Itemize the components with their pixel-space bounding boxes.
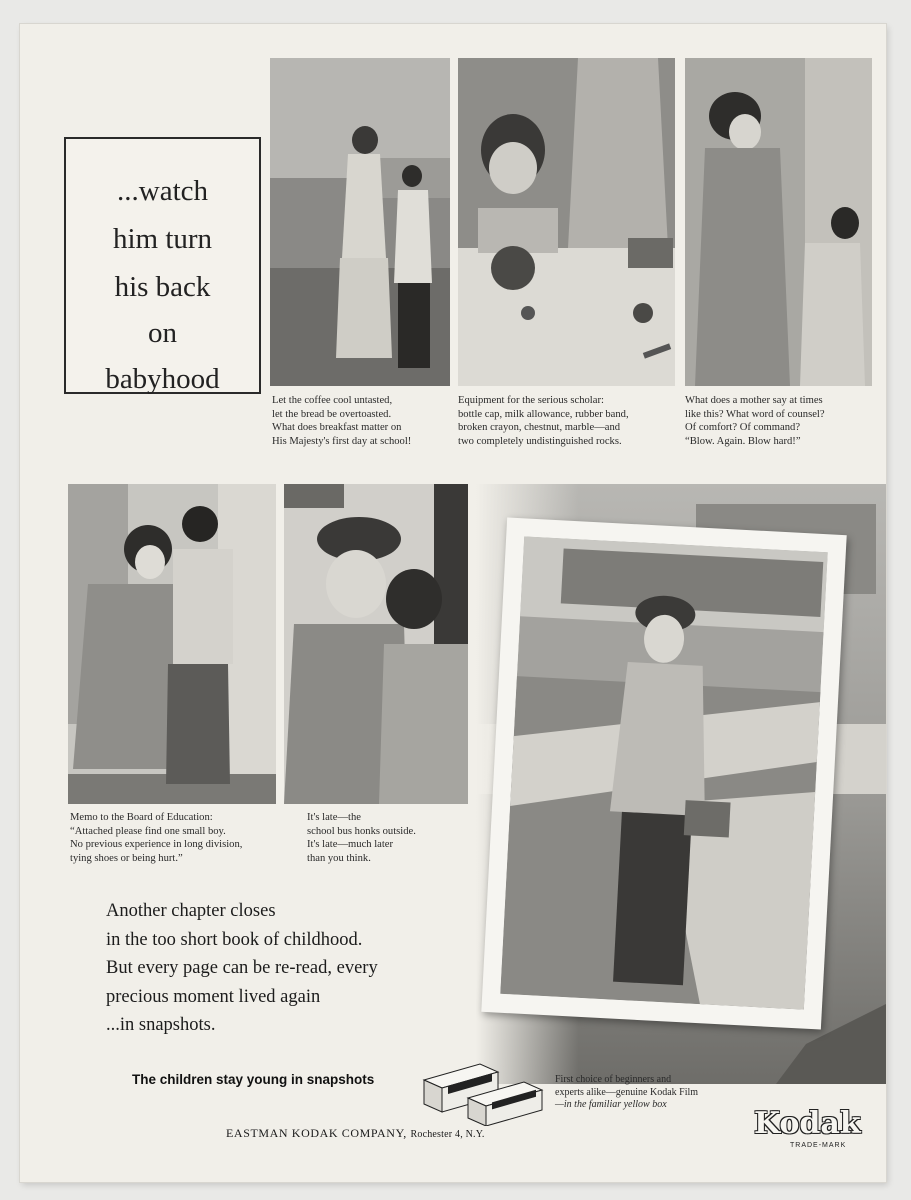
company-name: EASTMAN KODAK COMPANY,: [226, 1126, 407, 1140]
caption-line: Of comfort? Of command?: [685, 422, 801, 434]
caption-line: bottle cap, milk allowance, rubber band,: [458, 408, 629, 420]
hero-background-photo: [476, 484, 886, 1084]
film-note-line: First choice of beginners and: [555, 1074, 672, 1085]
caption-line: “Blow. Again. Blow hard!”: [685, 435, 801, 447]
photo-mother: [685, 58, 872, 386]
caption-line: Equipment for the serious scholar:: [458, 395, 604, 406]
headline-line-3: his back: [114, 271, 211, 303]
caption-line: two completely undistinguished rocks.: [458, 435, 622, 447]
caption-line: Memo to the Board of Education:: [70, 812, 213, 823]
film-box-illustration: [420, 1050, 550, 1126]
caption-line: What does breakfast matter on: [272, 422, 402, 434]
film-note-line: experts alike—genuine Kodak Film: [555, 1086, 699, 1098]
caption-line: No previous experience in long division,: [70, 839, 243, 851]
caption-line: broken crayon, chestnut, marble—and: [458, 422, 621, 434]
headline-line-1: ...watch: [117, 175, 208, 207]
company-location: Rochester 4, N.Y.: [410, 1129, 485, 1140]
caption-line: let the bread be overtoasted.: [272, 408, 392, 420]
caption-line: What does a mother say at times: [685, 395, 823, 406]
caption-line: “Attached please find one small boy.: [70, 825, 226, 837]
body-copy: [106, 897, 378, 1040]
caption-equipment: [458, 394, 629, 448]
film-note: [555, 1074, 698, 1112]
snapshot-print: [481, 517, 846, 1029]
caption-line: His Majesty's first day at school!: [272, 435, 412, 447]
body-line: Another chapter closes: [106, 901, 276, 921]
body-line: ...in snapshots.: [106, 1015, 216, 1036]
caption-line: like this? What word of counsel?: [685, 408, 825, 420]
tagline: The children stay young in snapshots: [132, 1072, 375, 1087]
caption-line: school bus honks outside.: [307, 825, 416, 837]
company-line: [226, 1126, 485, 1141]
body-line: But every page can be re-read, every: [106, 958, 378, 979]
caption-line: than you think.: [307, 852, 371, 864]
film-note-line: —in the familiar yellow box: [555, 1099, 667, 1110]
caption-line: tying shoes or being hurt.”: [70, 852, 183, 864]
headline-line-2: him turn: [112, 223, 213, 255]
caption-kitchen: [272, 394, 411, 448]
caption-line: It's late—much later: [307, 839, 394, 851]
body-line: precious moment lived again: [106, 986, 321, 1007]
photo-memo: [68, 484, 276, 804]
ad-page: [20, 24, 886, 1182]
photo-equipment: [458, 58, 675, 386]
photo-late: [284, 484, 468, 804]
caption-late: [307, 811, 416, 865]
body-line: in the too short book of childhood.: [106, 929, 363, 950]
headline-box: [64, 137, 261, 394]
caption-mother: [685, 394, 825, 448]
caption-line: It's late—the: [307, 812, 361, 823]
headline-line-5: babyhood: [105, 363, 220, 395]
trademark-label: TRADE-MARK: [790, 1142, 847, 1149]
caption-memo: [70, 811, 242, 865]
photo-kitchen: [270, 58, 450, 386]
kodak-logo: Kodak: [754, 1106, 861, 1141]
caption-line: Let the coffee cool untasted,: [272, 395, 393, 406]
headline-line-4: on: [148, 317, 177, 349]
